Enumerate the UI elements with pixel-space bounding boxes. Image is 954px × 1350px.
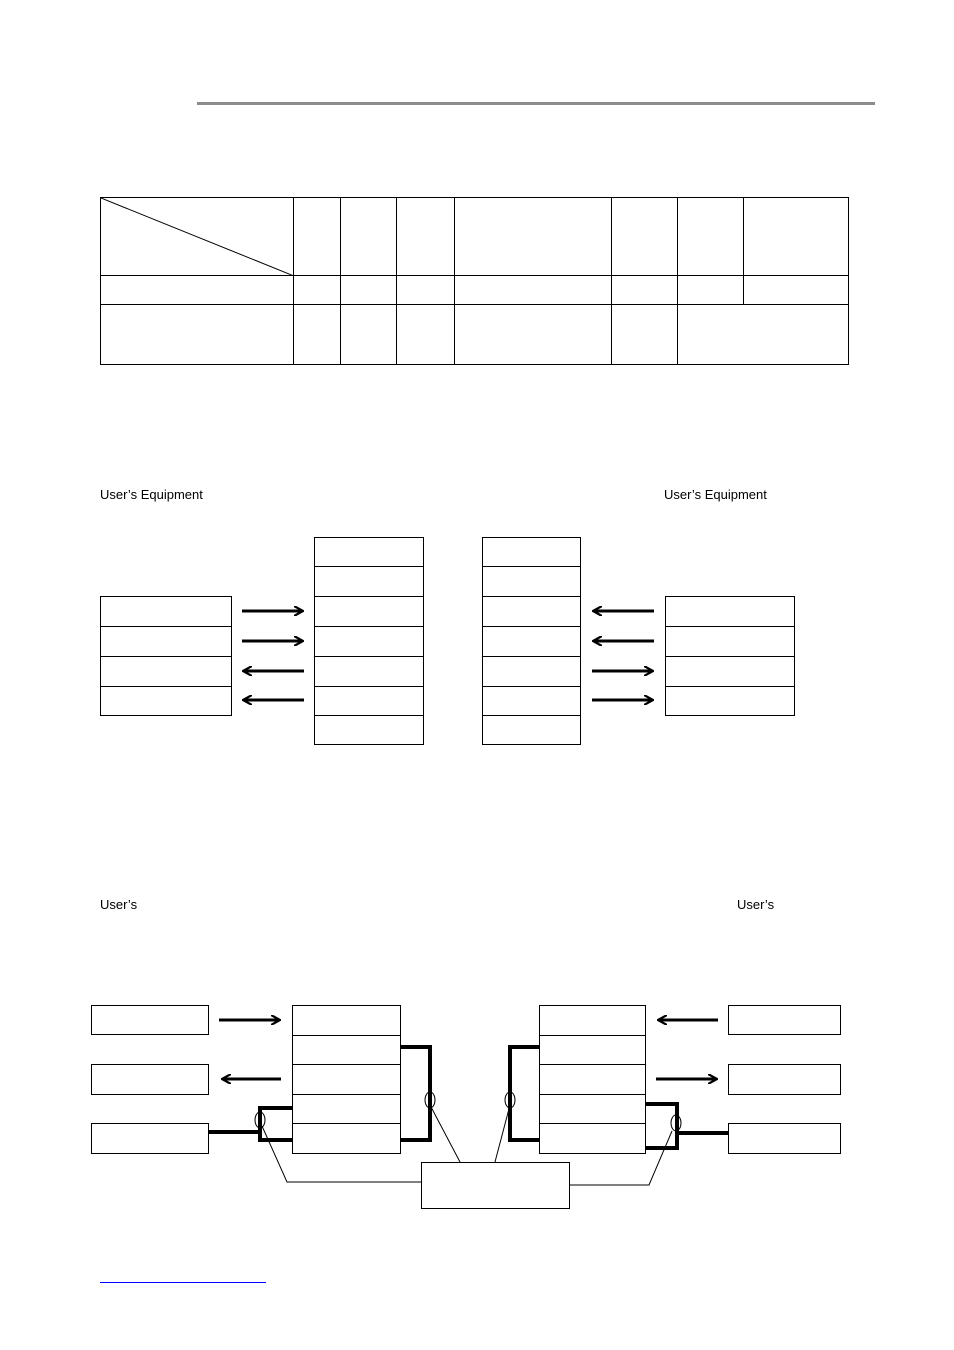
left-loopback-wire [209,1047,430,1140]
footer-hyperlink-underline[interactable] [100,1282,266,1283]
right-loopback-wire [510,1047,728,1148]
diagram2-right-label: User’s [737,897,775,912]
diagram1-left-label: User’s Equipment [100,487,203,502]
diagram2-left-label: User’s [100,897,138,912]
callout-leader-lines [262,1105,672,1185]
diagram1-right-label: User’s Equipment [664,487,767,502]
